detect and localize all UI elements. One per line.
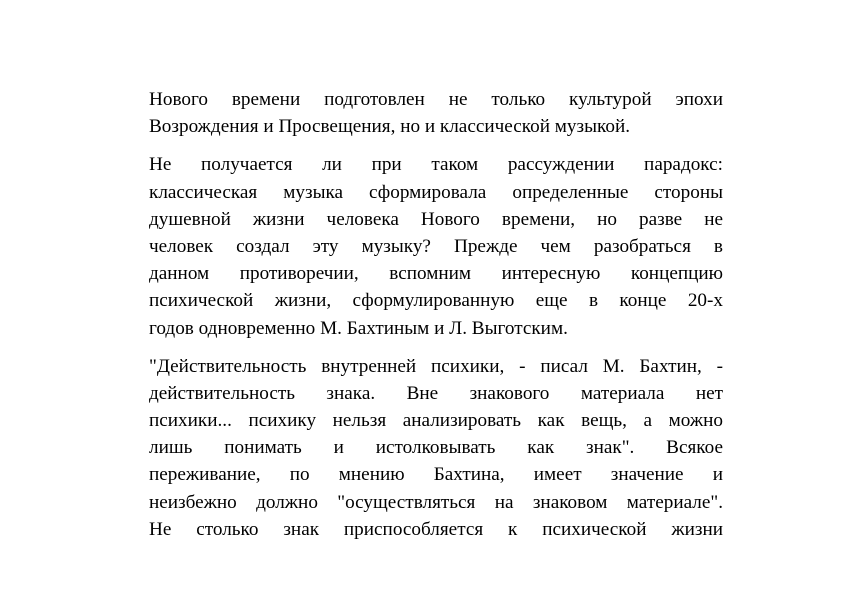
text-line: лишь понимать и истолковывать как знак". Всякое — [149, 437, 723, 459]
text-line: Нового времени подготовлен не только культурой эпохи — [149, 89, 723, 110]
text-line: годов одновременно М. Бахтиным и Л. Выготским. — [149, 317, 568, 339]
text-line: душевной жизни человека Нового времени, но разве не — [149, 208, 723, 230]
paragraph-2 — [149, 151, 723, 341]
text-line: психической жизни, сформулированную еще в конце 20-х — [149, 290, 723, 312]
paragraph-1 — [149, 86, 723, 140]
text-line: психики... психику нельзя анализировать как вещь, а можно — [149, 410, 723, 432]
text-line: человек создал эту музыку? Прежде чем разобраться в — [149, 235, 723, 257]
text-line: "Действительность внутренней психики, - писал М. Бахтин, - — [149, 355, 723, 377]
paragraph-3 — [149, 353, 723, 543]
text-line: Возрождения и Просвещения, но и классической музыкой. — [149, 116, 631, 138]
text-line: данном противоречии, вспомним интересную концепцию — [149, 263, 723, 285]
text-line: переживание, по мнению Бахтина, имеет значение и — [149, 464, 723, 486]
text-line: классическая музыка сформировала определенные стороны — [149, 181, 723, 203]
text-body — [149, 86, 723, 554]
text-line: Не столько знак приспособляется к психической жизни — [149, 518, 723, 540]
text-line: Не получается ли при таком рассуждении парадокс: — [149, 154, 723, 176]
text-line: действительность знака. Вне знакового материала нет — [149, 382, 723, 404]
text-line: неизбежно должно "осуществляться на знаковом материале". — [149, 491, 723, 513]
